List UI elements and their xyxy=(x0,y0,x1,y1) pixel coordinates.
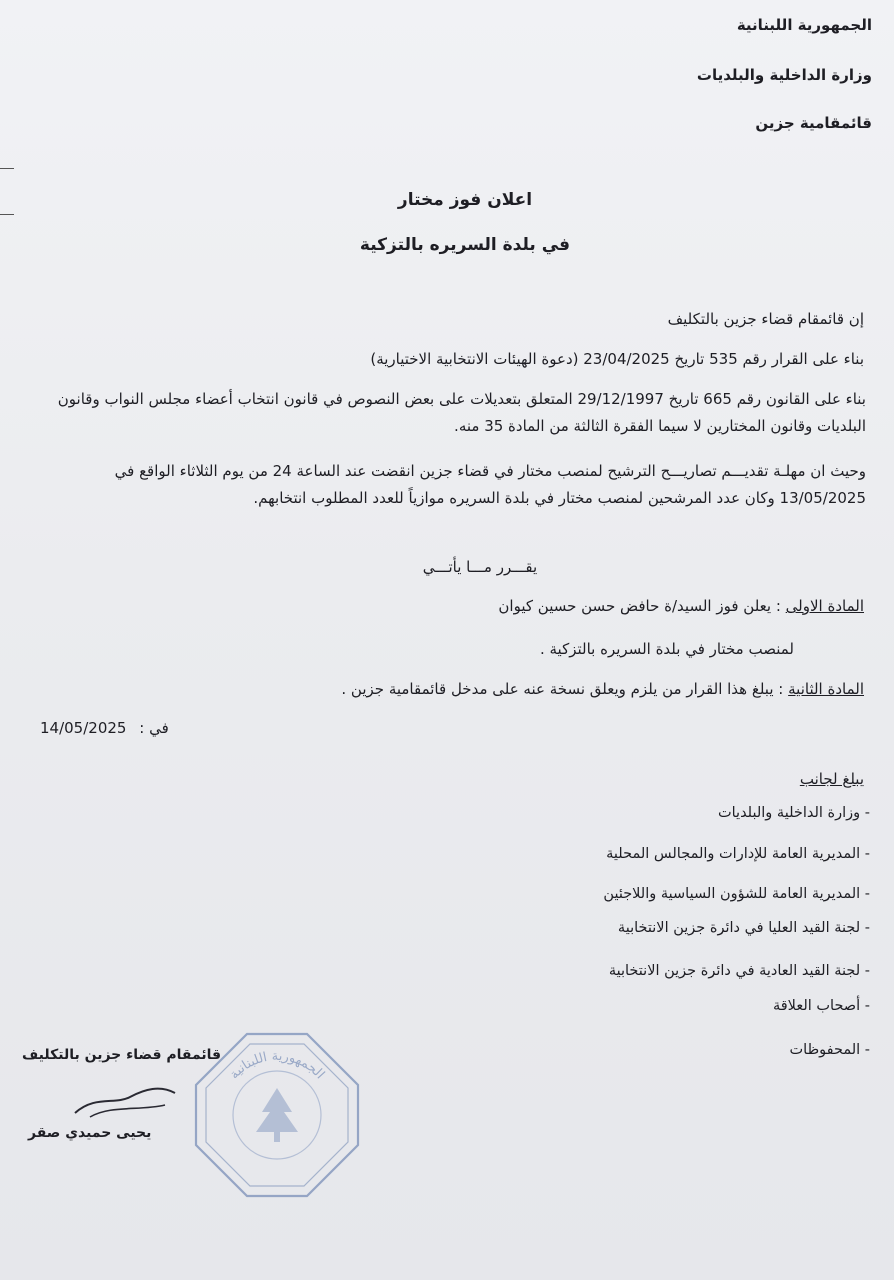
article-one-label: المادة الاولى xyxy=(785,597,864,615)
seal-text: الجمهورية اللبنانية xyxy=(226,1048,328,1083)
article-one-continued: لمنصب مختار في بلدة السريره بالتزكية . xyxy=(539,640,794,658)
distribution-item: - لجنة القيد العادية في دائرة جزين الانتخابية xyxy=(608,963,870,979)
article-two xyxy=(341,680,864,698)
date-label: في : xyxy=(139,719,169,737)
header-district: قائمقامية جزين xyxy=(755,114,872,132)
distribution-item: - المديرية العامة للإدارات والمجالس المحلية xyxy=(606,846,870,862)
distribution-item: - لجنة القيد العليا في دائرة جزين الانتخابية xyxy=(617,920,870,936)
header-republic: الجمهورية اللبنانية xyxy=(736,16,872,34)
signature-title: قائمقام قضاء جزين بالتكليف xyxy=(22,1047,222,1063)
article-two-label: المادة الثانية xyxy=(788,680,864,698)
deadline-paragraph xyxy=(30,458,866,512)
edge-mark xyxy=(0,168,14,169)
handwritten-signature-icon xyxy=(70,1075,180,1125)
page-title: اعلان فوز مختار xyxy=(397,190,533,210)
law-reference-line2: البلديات وقانون المختارين لا سيما الفقرة الثالثة من المادة 35 منه. xyxy=(454,417,866,435)
law-reference-line1: بناء على القانون رقم 665 تاريخ 29/12/1997 المتعلق بتعديلات على بعض النصوص في قانون انتخاب أعضاء مجلس النواب وقانون xyxy=(57,390,866,408)
date-block xyxy=(40,719,169,737)
article-one-text: : يعلن فوز السيد/ة حافض حسن حسين كيوان xyxy=(498,597,781,615)
decides-heading: يقـــرر مـــا يأتـــي xyxy=(422,558,538,576)
svg-text:الجمهورية اللبنانية xyxy=(227,1049,327,1082)
distribution-item: - المديرية العامة للشؤون السياسية واللاجئين xyxy=(603,886,870,902)
article-one xyxy=(498,597,864,615)
deadline-line2: 13/05/2025 وكان عدد المرشحين لمنصب مختار في بلدة السريره موازياً للعدد المطلوب انتخابهم. xyxy=(253,489,866,507)
distribution-item: - المحفوظات xyxy=(789,1042,870,1058)
decision-reference: بناء على القرار رقم 535 تاريخ 23/04/2025 (دعوة الهيئات الانتخابية الاختيارية) xyxy=(370,350,864,368)
article-two-text: : يبلغ هذا القرار من يلزم ويعلق نسخة عنه على مدخل قائمقامية جزين . xyxy=(341,680,784,698)
header-ministry: وزارة الداخلية والبلديات xyxy=(696,66,872,84)
distribution-item: - وزارة الداخلية والبلديات xyxy=(717,805,870,821)
distribution-heading: يبلغ لجانب xyxy=(799,770,864,788)
edge-mark xyxy=(0,214,14,215)
distribution-item: - أصحاب العلاقة xyxy=(772,998,870,1014)
date-value: 14/05/2025 xyxy=(40,719,127,737)
intro-line: إن قائمقام قضاء جزين بالتكليف xyxy=(667,310,864,328)
signature-name: يحيى حميدي صقر xyxy=(28,1125,152,1141)
page-subtitle: في بلدة السريره بالتزكية xyxy=(359,235,571,255)
law-reference xyxy=(30,386,866,440)
deadline-line1: وحيث ان مهلـة تقديـــم تصاريـــح الترشيح لمنصب مختار في قضاء جزين انقضت عند الساعة 24 من يوم الثلاثاء الواقع في xyxy=(114,462,866,480)
